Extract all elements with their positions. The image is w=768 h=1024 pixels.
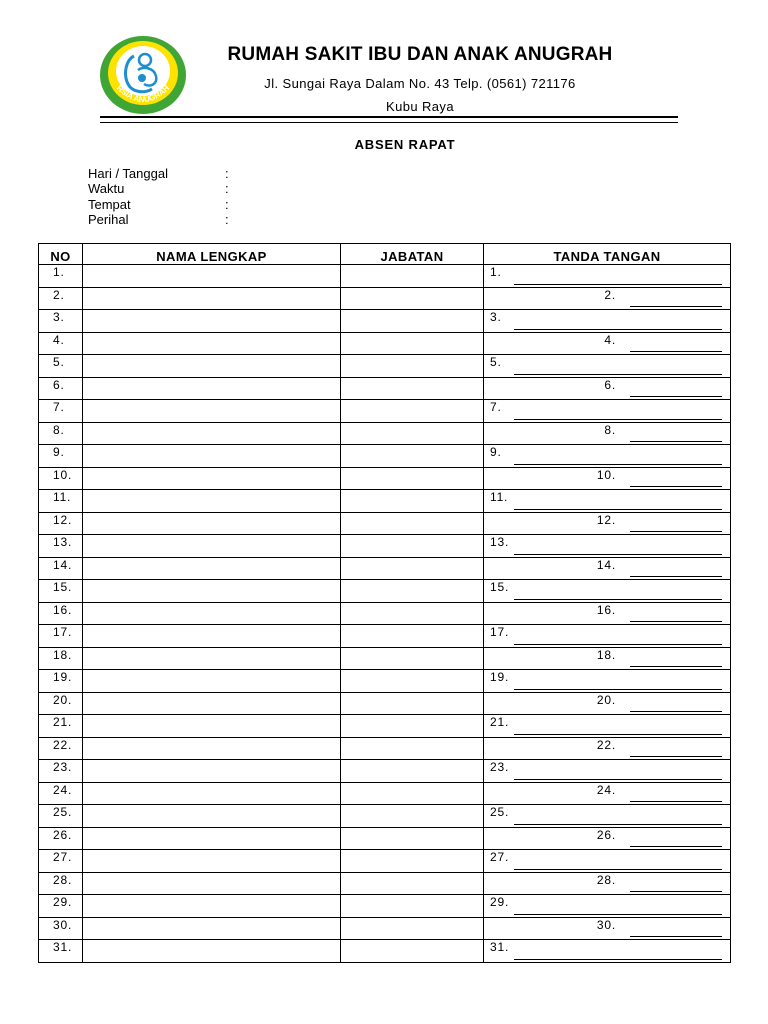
row-number: 21. xyxy=(39,715,83,738)
meta-value: : xyxy=(225,166,229,181)
signature-line xyxy=(630,936,722,937)
table-row xyxy=(39,490,731,513)
position-cell[interactable] xyxy=(341,647,484,670)
position-cell[interactable] xyxy=(341,400,484,423)
signature-cell[interactable] xyxy=(484,422,731,445)
signature-number: 4. xyxy=(604,332,616,347)
position-cell[interactable] xyxy=(341,332,484,355)
column-header-no: NO xyxy=(39,244,83,265)
signature-cell[interactable] xyxy=(484,692,731,715)
row-number: 23. xyxy=(39,760,83,783)
row-number: 30. xyxy=(39,917,83,940)
signature-number: 14. xyxy=(596,557,616,572)
position-cell[interactable] xyxy=(341,625,484,648)
table-row xyxy=(39,310,731,333)
name-cell[interactable] xyxy=(83,827,341,850)
signature-number: 21. xyxy=(490,715,510,729)
row-number: 16. xyxy=(39,602,83,625)
table-row xyxy=(39,805,731,828)
signature-number: 29. xyxy=(490,895,510,909)
signature-cell[interactable] xyxy=(484,670,731,693)
signature-line xyxy=(514,959,722,960)
meta-row-time xyxy=(88,181,288,196)
signature-line xyxy=(514,509,722,510)
hospital-name: RUMAH SAKIT IBU DAN ANAK ANUGRAH xyxy=(227,44,613,65)
row-number: 18. xyxy=(39,647,83,670)
signature-number: 27. xyxy=(490,850,510,864)
table-row xyxy=(39,580,731,603)
signature-line xyxy=(514,824,722,825)
table-row xyxy=(39,715,731,738)
signature-cell[interactable] xyxy=(484,850,731,873)
meta-label: Tempat xyxy=(88,196,131,212)
row-number: 25. xyxy=(39,805,83,828)
signature-cell[interactable] xyxy=(484,287,731,310)
name-cell[interactable] xyxy=(83,557,341,580)
signature-number: 9. xyxy=(490,445,502,459)
row-number: 26. xyxy=(39,827,83,850)
row-number: 24. xyxy=(39,782,83,805)
table-row xyxy=(39,557,731,580)
row-number: 2. xyxy=(39,287,83,310)
signature-cell[interactable] xyxy=(484,760,731,783)
signature-cell[interactable] xyxy=(484,580,731,603)
name-cell[interactable] xyxy=(83,805,341,828)
name-cell[interactable] xyxy=(83,512,341,535)
meta-label: Waktu xyxy=(88,181,125,197)
signature-number: 23. xyxy=(490,760,510,774)
table-row xyxy=(39,445,731,468)
signature-cell[interactable] xyxy=(484,895,731,918)
position-cell[interactable] xyxy=(341,602,484,625)
position-cell[interactable] xyxy=(341,490,484,513)
column-header-name: NAMA LENGKAP xyxy=(83,244,341,265)
signature-cell[interactable] xyxy=(484,625,731,648)
signature-cell[interactable] xyxy=(484,872,731,895)
signature-line xyxy=(514,644,722,645)
table-row xyxy=(39,602,731,625)
row-number: 7. xyxy=(39,400,83,423)
position-cell[interactable] xyxy=(341,422,484,445)
position-cell[interactable] xyxy=(341,467,484,490)
signature-line xyxy=(514,554,722,555)
position-cell[interactable] xyxy=(341,355,484,378)
name-cell[interactable] xyxy=(83,310,341,333)
position-cell[interactable] xyxy=(341,692,484,715)
row-number: 28. xyxy=(39,872,83,895)
position-cell[interactable] xyxy=(341,895,484,918)
signature-line xyxy=(630,306,722,307)
position-cell[interactable] xyxy=(341,805,484,828)
signature-cell[interactable] xyxy=(484,265,731,288)
hospital-region: Kubu Raya xyxy=(386,99,454,114)
name-cell[interactable] xyxy=(83,872,341,895)
table-row xyxy=(39,377,731,400)
signature-line xyxy=(630,531,722,532)
signature-line xyxy=(514,374,722,375)
signature-number: 8. xyxy=(604,422,616,437)
meta-label: Hari / Tanggal xyxy=(88,166,168,181)
signature-number: 20. xyxy=(596,692,616,707)
signature-line xyxy=(630,486,722,487)
signature-line xyxy=(514,419,722,420)
signature-cell[interactable] xyxy=(484,557,731,580)
name-cell[interactable] xyxy=(83,490,341,513)
signature-number: 11. xyxy=(490,490,509,504)
meta-value: : xyxy=(225,211,229,227)
table-row xyxy=(39,872,731,895)
position-cell[interactable] xyxy=(341,445,484,468)
name-cell[interactable] xyxy=(83,895,341,918)
signature-line xyxy=(514,869,722,870)
table-row xyxy=(39,512,731,535)
row-number: 17. xyxy=(39,625,83,648)
signature-line xyxy=(630,846,722,847)
signature-number: 16. xyxy=(596,602,616,617)
table-row xyxy=(39,467,731,490)
signature-number: 28. xyxy=(596,872,616,887)
position-cell[interactable] xyxy=(341,850,484,873)
row-number: 11. xyxy=(39,490,83,513)
row-number: 13. xyxy=(39,535,83,558)
table-row xyxy=(39,625,731,648)
name-cell[interactable] xyxy=(83,647,341,670)
meta-label: Perihal xyxy=(88,211,129,227)
table-row xyxy=(39,940,731,963)
signature-cell[interactable] xyxy=(484,602,731,625)
signature-cell[interactable] xyxy=(484,355,731,378)
row-number: 15. xyxy=(39,580,83,603)
position-cell[interactable] xyxy=(341,737,484,760)
table-header-row xyxy=(39,244,731,265)
signature-line xyxy=(514,689,722,690)
row-number: 1. xyxy=(39,265,83,288)
name-cell[interactable] xyxy=(83,737,341,760)
signature-line xyxy=(514,329,722,330)
signature-number: 13. xyxy=(490,535,510,549)
table-row xyxy=(39,827,731,850)
signature-number: 3. xyxy=(490,310,502,324)
signature-number: 22. xyxy=(596,737,616,752)
name-cell[interactable] xyxy=(83,917,341,940)
row-number: 4. xyxy=(39,332,83,355)
document-title: ABSEN RAPAT xyxy=(354,137,456,152)
header-divider-thin xyxy=(100,122,678,123)
signature-line xyxy=(630,351,722,352)
signature-number: 15. xyxy=(490,580,510,594)
table-row xyxy=(39,670,731,693)
row-number: 22. xyxy=(39,737,83,760)
table-row xyxy=(39,355,731,378)
signature-cell[interactable] xyxy=(484,490,731,513)
position-cell[interactable] xyxy=(341,557,484,580)
name-cell[interactable] xyxy=(83,670,341,693)
table-body xyxy=(39,265,731,963)
position-cell[interactable] xyxy=(341,782,484,805)
meta-row-place xyxy=(88,197,288,212)
signature-number: 24. xyxy=(596,782,616,797)
column-header-position: JABATAN xyxy=(341,244,484,265)
table-row xyxy=(39,287,731,310)
name-cell[interactable] xyxy=(83,535,341,558)
signature-number: 19. xyxy=(490,670,510,684)
position-cell[interactable] xyxy=(341,377,484,400)
row-number: 8. xyxy=(39,422,83,445)
signature-cell[interactable] xyxy=(484,377,731,400)
signature-cell[interactable] xyxy=(484,827,731,850)
signature-line xyxy=(514,779,722,780)
position-cell[interactable] xyxy=(341,265,484,288)
position-cell[interactable] xyxy=(341,827,484,850)
name-cell[interactable] xyxy=(83,580,341,603)
signature-line xyxy=(630,801,722,802)
table-row xyxy=(39,332,731,355)
signature-cell[interactable] xyxy=(484,647,731,670)
signature-number: 31. xyxy=(490,940,510,954)
signature-line xyxy=(514,914,722,915)
name-cell[interactable] xyxy=(83,355,341,378)
row-number: 6. xyxy=(39,377,83,400)
signature-number: 17. xyxy=(490,625,510,639)
signature-cell[interactable] xyxy=(484,715,731,738)
signature-number: 18. xyxy=(596,647,616,662)
name-cell[interactable] xyxy=(83,602,341,625)
row-number: 31. xyxy=(39,940,83,963)
position-cell[interactable] xyxy=(341,940,484,963)
table-row xyxy=(39,535,731,558)
svg-text:RSIA ANUGRAH: RSIA ANUGRAH xyxy=(114,83,172,105)
name-cell[interactable] xyxy=(83,625,341,648)
signature-cell[interactable] xyxy=(484,332,731,355)
position-cell[interactable] xyxy=(341,760,484,783)
position-cell[interactable] xyxy=(341,512,484,535)
row-number: 9. xyxy=(39,445,83,468)
header-divider-thick xyxy=(100,116,678,118)
table-row xyxy=(39,917,731,940)
meeting-info xyxy=(88,166,288,227)
position-cell[interactable] xyxy=(341,715,484,738)
signature-line xyxy=(514,734,722,735)
signature-number: 12. xyxy=(596,512,616,527)
name-cell[interactable] xyxy=(83,782,341,805)
signature-number: 6. xyxy=(604,377,616,392)
row-number: 5. xyxy=(39,355,83,378)
name-cell[interactable] xyxy=(83,287,341,310)
table-row xyxy=(39,647,731,670)
row-number: 14. xyxy=(39,557,83,580)
signature-line xyxy=(630,621,722,622)
signature-cell[interactable] xyxy=(484,400,731,423)
signature-cell[interactable] xyxy=(484,445,731,468)
row-number: 19. xyxy=(39,670,83,693)
signature-cell[interactable] xyxy=(484,917,731,940)
row-number: 27. xyxy=(39,850,83,873)
table-row xyxy=(39,850,731,873)
row-number: 10. xyxy=(39,467,83,490)
table-row xyxy=(39,692,731,715)
hospital-logo xyxy=(98,34,188,116)
position-cell[interactable] xyxy=(341,310,484,333)
name-cell[interactable] xyxy=(83,467,341,490)
signature-line xyxy=(630,666,722,667)
position-cell[interactable] xyxy=(341,872,484,895)
position-cell[interactable] xyxy=(341,580,484,603)
table-row xyxy=(39,265,731,288)
row-number: 29. xyxy=(39,895,83,918)
meta-row-date xyxy=(88,166,288,181)
signature-cell[interactable] xyxy=(484,737,731,760)
signature-line xyxy=(630,396,722,397)
table-row xyxy=(39,895,731,918)
signature-number: 7. xyxy=(490,400,502,414)
signature-number: 25. xyxy=(490,805,510,819)
signature-cell[interactable] xyxy=(484,310,731,333)
signature-cell[interactable] xyxy=(484,535,731,558)
name-cell[interactable] xyxy=(83,265,341,288)
name-cell[interactable] xyxy=(83,400,341,423)
hospital-address: Jl. Sungai Raya Dalam No. 43 Telp. (0561) 721176 xyxy=(264,76,576,91)
signature-cell[interactable] xyxy=(484,805,731,828)
position-cell[interactable] xyxy=(341,917,484,940)
row-number: 20. xyxy=(39,692,83,715)
position-cell[interactable] xyxy=(341,535,484,558)
row-number: 3. xyxy=(39,310,83,333)
table-row xyxy=(39,737,731,760)
signature-number: 10. xyxy=(596,467,616,482)
column-header-signature: TANDA TANGAN xyxy=(484,244,731,265)
name-cell[interactable] xyxy=(83,692,341,715)
name-cell[interactable] xyxy=(83,377,341,400)
signature-cell[interactable] xyxy=(484,467,731,490)
signature-number: 1. xyxy=(490,265,502,279)
signature-line xyxy=(514,599,722,600)
signature-cell[interactable] xyxy=(484,940,731,963)
signature-line xyxy=(514,284,722,285)
name-cell[interactable] xyxy=(83,850,341,873)
meta-value: : xyxy=(225,196,229,212)
name-cell[interactable] xyxy=(83,940,341,963)
table-row xyxy=(39,760,731,783)
signature-line xyxy=(630,756,722,757)
row-number: 12. xyxy=(39,512,83,535)
name-cell[interactable] xyxy=(83,332,341,355)
table-row xyxy=(39,782,731,805)
signature-number: 30. xyxy=(596,917,616,932)
signature-cell[interactable] xyxy=(484,782,731,805)
meta-row-subject xyxy=(88,212,288,227)
table-row xyxy=(39,400,731,423)
position-cell[interactable] xyxy=(341,287,484,310)
signature-cell[interactable] xyxy=(484,512,731,535)
signature-line xyxy=(630,891,722,892)
name-cell[interactable] xyxy=(83,715,341,738)
signature-number: 5. xyxy=(490,355,502,369)
name-cell[interactable] xyxy=(83,422,341,445)
signature-line xyxy=(630,441,722,442)
signature-number: 2. xyxy=(604,287,616,302)
name-cell[interactable] xyxy=(83,760,341,783)
signature-line xyxy=(514,464,722,465)
table-row xyxy=(39,422,731,445)
name-cell[interactable] xyxy=(83,445,341,468)
meta-value: : xyxy=(225,181,229,197)
signature-line xyxy=(630,711,722,712)
attendance-table xyxy=(38,243,731,963)
signature-line xyxy=(630,576,722,577)
position-cell[interactable] xyxy=(341,670,484,693)
signature-number: 26. xyxy=(596,827,616,842)
